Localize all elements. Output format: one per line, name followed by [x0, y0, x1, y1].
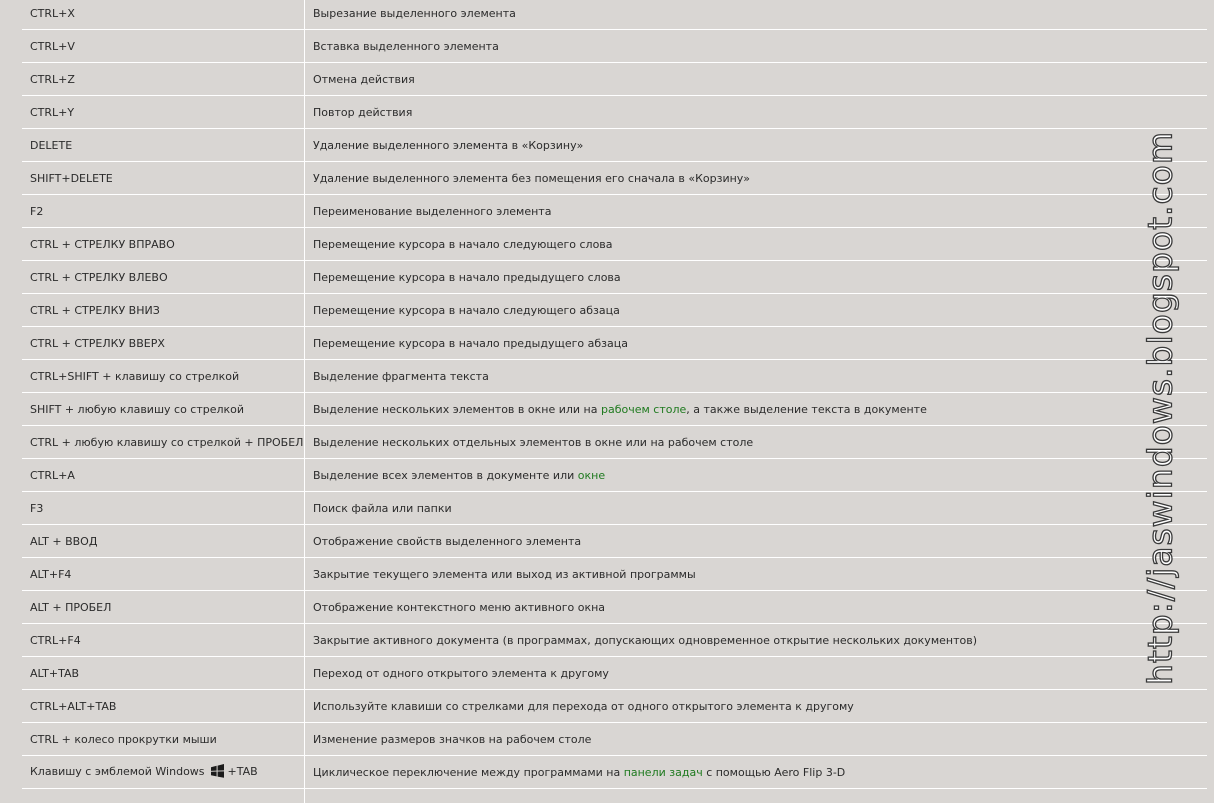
table-row [22, 525, 1207, 558]
shortcut-description-cell: Отмена действия [305, 63, 1208, 96]
table-row [22, 195, 1207, 228]
shortcut-key-cell: CTRL+ALT+TAB [22, 690, 305, 723]
shortcut-description-cell: Выделение нескольких отдельных элементов в окне или на рабочем столе [305, 426, 1208, 459]
shortcut-key-cell: CTRL + СТРЕЛКУ ВЛЕВО [22, 261, 305, 294]
table-row [22, 327, 1207, 360]
shortcut-key-cell: ALT + ВВОД [22, 525, 305, 558]
shortcut-key-cell: F3 [22, 492, 305, 525]
windows-logo-icon [210, 764, 225, 781]
shortcut-description-cell: Отображение контекстного меню активного окна [305, 591, 1208, 624]
description-text: , а также выделение текста в документе [686, 402, 927, 416]
shortcut-description-cell: Закрытие активного документа (в программах, допускающих одновременное открытие нескольких документов) [305, 624, 1208, 657]
shortcut-key-cell: CTRL+Y [22, 96, 305, 129]
shortcut-key-cell: CTRL+X [22, 0, 305, 30]
table-row [22, 96, 1207, 129]
table-row [22, 624, 1207, 657]
shortcut-key-cell: CTRL + любую клавишу со стрелкой + ПРОБЕЛ [22, 426, 305, 459]
table-row [22, 591, 1207, 624]
shortcuts-table-body [22, 0, 1207, 803]
description-text: с помощью Aero Flip 3-D [702, 765, 846, 779]
table-row [22, 657, 1207, 690]
shortcut-description-cell: Переход от одного открытого элемента к другому [305, 657, 1208, 690]
table-row [22, 162, 1207, 195]
table-row [22, 228, 1207, 261]
shortcut-description-cell [305, 789, 1208, 803]
table-row [22, 558, 1207, 591]
shortcut-key-cell: DELETE [22, 129, 305, 162]
shortcut-description-cell: Изменение размеров значков на рабочем столе [305, 723, 1208, 756]
shortcut-description-cell: Перемещение курсора в начало предыдущего слова [305, 261, 1208, 294]
shortcut-description-cell: Переименование выделенного элемента [305, 195, 1208, 228]
table-row [22, 360, 1207, 393]
shortcut-key-cell: CTRL + СТРЕЛКУ ВВЕРХ [22, 327, 305, 360]
shortcut-key-cell [22, 756, 305, 789]
shortcut-key-cell: CTRL+SHIFT + клавишу со стрелкой [22, 360, 305, 393]
shortcut-description-cell: Удаление выделенного элемента без помещения его сначала в «Корзину» [305, 162, 1208, 195]
shortcut-description-cell: Поиск файла или папки [305, 492, 1208, 525]
shortcut-key-cell: F2 [22, 195, 305, 228]
shortcut-description-cell: Перемещение курсора в начало предыдущего абзаца [305, 327, 1208, 360]
shortcut-key-cell [22, 789, 305, 803]
shortcut-description-cell: Выделение фрагмента текста [305, 360, 1208, 393]
table-row [22, 63, 1207, 96]
shortcut-key-cell: CTRL+Z [22, 63, 305, 96]
shortcut-description-cell [305, 459, 1208, 492]
shortcut-key-cell: ALT+TAB [22, 657, 305, 690]
table-row [22, 426, 1207, 459]
table-row [22, 294, 1207, 327]
shortcut-key-cell: SHIFT + любую клавишу со стрелкой [22, 393, 305, 426]
shortcut-description-cell [305, 756, 1208, 789]
shortcut-key-cell: SHIFT+DELETE [22, 162, 305, 195]
shortcut-key-cell: CTRL + колесо прокрутки мыши [22, 723, 305, 756]
shortcut-description-cell: Вставка выделенного элемента [305, 30, 1208, 63]
shortcut-key-text: +TAB [227, 764, 258, 778]
shortcut-description-cell: Повтор действия [305, 96, 1208, 129]
shortcut-description-cell: Отображение свойств выделенного элемента [305, 525, 1208, 558]
description-text: Выделение нескольких элементов в окне или на [313, 402, 601, 416]
table-row [22, 459, 1207, 492]
description-text: Выделение всех элементов в документе или [313, 468, 578, 482]
shortcut-description-cell: Удаление выделенного элемента в «Корзину» [305, 129, 1208, 162]
table-row [22, 129, 1207, 162]
shortcut-description-cell: Используйте клавиши со стрелками для перехода от одного открытого элемента к другому [305, 690, 1208, 723]
table-row [22, 492, 1207, 525]
shortcut-key-cell: CTRL + СТРЕЛКУ ВПРАВО [22, 228, 305, 261]
shortcut-key-cell: ALT + ПРОБЕЛ [22, 591, 305, 624]
shortcut-key-cell: CTRL+A [22, 459, 305, 492]
table-row [22, 723, 1207, 756]
table-row [22, 0, 1207, 30]
shortcut-description-cell: Вырезание выделенного элемента [305, 0, 1208, 30]
shortcut-key-cell: CTRL+F4 [22, 624, 305, 657]
table-row [22, 393, 1207, 426]
table-row [22, 690, 1207, 723]
table-row [22, 30, 1207, 63]
description-link[interactable]: панели задач [623, 765, 703, 779]
table-row [22, 756, 1207, 789]
shortcut-key-cell: CTRL + СТРЕЛКУ ВНИЗ [22, 294, 305, 327]
description-text: Циклическое переключение между программами на [313, 765, 624, 779]
table-row [22, 261, 1207, 294]
table-row [22, 789, 1207, 803]
description-link[interactable]: окне [577, 468, 606, 482]
shortcut-description-cell: Закрытие текущего элемента или выход из активной программы [305, 558, 1208, 591]
shortcut-key-text: Клавишу с эмблемой Windows [30, 764, 205, 778]
shortcut-description-cell: Перемещение курсора в начало следующего абзаца [305, 294, 1208, 327]
shortcut-description-cell [305, 393, 1208, 426]
description-link[interactable]: рабочем столе [600, 402, 687, 416]
shortcut-description-cell: Перемещение курсора в начало следующего слова [305, 228, 1208, 261]
watermark-url: http://jaswindows.blogspot.com [1140, 130, 1180, 686]
shortcut-key-cell: CTRL+V [22, 30, 305, 63]
shortcut-key-cell: ALT+F4 [22, 558, 305, 591]
shortcuts-table [22, 0, 1207, 803]
